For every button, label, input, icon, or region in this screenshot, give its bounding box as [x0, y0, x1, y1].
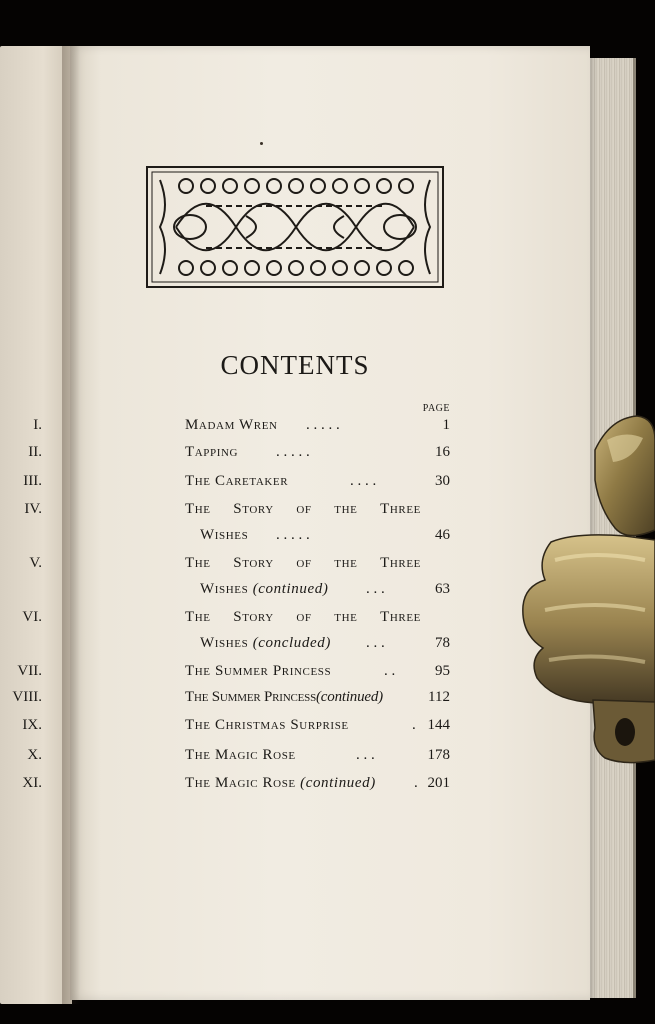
title-italic: (continued): [316, 689, 383, 705]
title-word: The: [185, 609, 211, 625]
dot-leader: . . .: [356, 747, 375, 763]
chapter-title-continued: [200, 578, 328, 600]
paper-speck: [260, 142, 263, 145]
toc-entry: [0, 470, 520, 492]
celtic-knot-headpiece: [146, 166, 444, 288]
toc-entry: [0, 714, 520, 736]
title-word: of: [296, 555, 312, 571]
dot-leader: . .: [384, 663, 396, 679]
page-number: 95: [435, 663, 450, 679]
title-word: of: [296, 609, 312, 625]
toc-entry: [0, 686, 520, 708]
page-column-label: PAGE: [422, 403, 450, 414]
chapter-title: [185, 772, 376, 794]
chapter-title: The Christmas Surprise: [185, 717, 349, 733]
page-number: 178: [427, 747, 450, 763]
dot-leader: . . .: [366, 581, 385, 597]
title-word: the: [334, 501, 358, 517]
page-number: 46: [435, 527, 450, 543]
chapter-title-continued: [200, 632, 331, 654]
dot-leader: . . . .: [350, 473, 377, 489]
title-word: the: [334, 555, 358, 571]
chapter-number: III.: [23, 473, 42, 489]
toc-entry: [0, 772, 520, 794]
chapter-title: [185, 498, 421, 520]
dot-leader: . . . . .: [276, 527, 310, 543]
page-number: 144: [427, 717, 450, 733]
page-number: 112: [428, 689, 450, 705]
page-number: 30: [435, 473, 450, 489]
dot-leader: .: [414, 775, 418, 791]
title-text: The Magic Rose: [185, 775, 296, 791]
brass-page-clip: [515, 410, 655, 775]
title-italic: (continued): [300, 775, 376, 791]
toc-entry: [0, 441, 520, 463]
chapter-title: [185, 552, 421, 574]
title-word: The: [185, 501, 211, 517]
chapter-title: The Magic Rose: [185, 747, 296, 763]
chapter-title: The Caretaker: [185, 473, 289, 489]
chapter-title: The Summer Princess: [185, 663, 332, 679]
title-text: The Summer Princess: [185, 689, 317, 705]
title-word: the: [334, 609, 358, 625]
chapter-number: X.: [27, 747, 42, 763]
chapter-number: VI.: [22, 609, 42, 625]
page-number: 78: [435, 635, 450, 651]
toc-entry: [0, 498, 520, 520]
title-word: Story: [233, 555, 274, 571]
title-word: The: [185, 555, 211, 571]
toc-entry-continued: [0, 578, 520, 600]
title-word: Three: [380, 609, 421, 625]
title-word: Story: [233, 609, 274, 625]
toc-entry: [0, 744, 520, 766]
page-number: 16: [435, 444, 450, 460]
top-loops: [179, 179, 413, 193]
title-text: Wishes: [200, 581, 249, 597]
dot-leader: . . . . .: [276, 444, 310, 460]
contents-heading: CONTENTS: [220, 350, 370, 380]
chapter-title: Madam Wren: [185, 417, 278, 433]
chapter-title: Tapping: [185, 444, 239, 460]
title-italic: (concluded): [252, 635, 331, 651]
chapter-number: VII.: [17, 663, 42, 679]
chapter-number: V.: [29, 555, 42, 571]
dot-leader: . . .: [366, 635, 385, 651]
toc-entry: [0, 606, 520, 628]
chapter-number: IV.: [24, 501, 42, 517]
chapter-title-continued: Wishes: [200, 527, 249, 543]
chapter-number: XI.: [22, 775, 42, 791]
page-number: 63: [435, 581, 450, 597]
toc-entry: [0, 414, 520, 436]
chapter-number: II.: [28, 444, 42, 460]
title-word: Story: [233, 501, 274, 517]
toc-entry: [0, 660, 520, 682]
page-number: 1: [442, 417, 450, 433]
chapter-number: I.: [33, 417, 42, 433]
title-word: of: [296, 501, 312, 517]
page-number: 201: [427, 775, 450, 791]
dot-leader: . . . . .: [306, 417, 340, 433]
title-italic: (continued): [252, 581, 329, 597]
chapter-number: VIII.: [12, 689, 42, 705]
title-text: Wishes: [200, 635, 249, 651]
toc-entry: [0, 552, 520, 574]
chapter-number: IX.: [22, 717, 42, 733]
title-word: Three: [380, 555, 421, 571]
toc-entry-continued: [0, 524, 520, 546]
dot-leader: .: [412, 717, 416, 733]
chapter-title: [185, 606, 421, 628]
chapter-title: [185, 686, 383, 708]
title-word: Three: [380, 501, 421, 517]
bottom-loops: [179, 261, 413, 275]
toc-entry-continued: [0, 632, 520, 654]
